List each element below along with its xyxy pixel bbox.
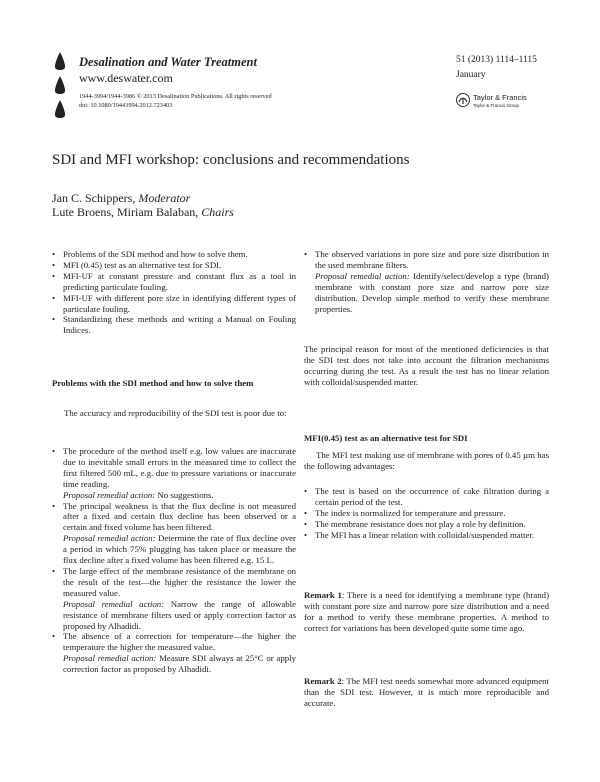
problems-list bbox=[52, 446, 296, 675]
journal-volume: 51 (2013) 1114–1115 bbox=[456, 55, 537, 65]
list-item: • The test is based on the occurrence of cake filtration during a certain period of the test. bbox=[304, 486, 549, 508]
remedy bbox=[63, 599, 296, 632]
remark-1 bbox=[304, 590, 549, 634]
problems-intro-paragraph: The accuracy and reproducibility of the SDI test is poor due to: bbox=[64, 408, 287, 418]
list-item bbox=[52, 631, 296, 675]
remedy bbox=[63, 490, 296, 501]
remark-2-text: : The MFI test needs somewhat more advanced equipment than the SDI test. However, it is much more reproducible and accurate. bbox=[304, 676, 549, 708]
remedy-text: Measure SDI always at 25°C or apply correction factor as proposed by Alhadidi. bbox=[63, 653, 296, 675]
list-item: • MFI-UF with different pore size in identifying different types of particulate fouling. bbox=[52, 293, 296, 315]
list-item: • Problems of the SDI method and how to solve them. bbox=[52, 249, 296, 260]
list-item bbox=[52, 501, 296, 566]
list-item: • MFI-UF at constant pressure and constant flux as a tool in predicting particulate fouling. bbox=[52, 271, 296, 293]
journal-month: January bbox=[456, 70, 486, 80]
author1-name: Jan C. Schippers, bbox=[52, 191, 136, 205]
intro-bullet-list bbox=[52, 249, 296, 336]
list-item bbox=[52, 446, 296, 501]
right-column-bullet bbox=[304, 249, 549, 314]
remedy-text: Identify/select/develop a type (brand) membrane with constant pore size and narrow pore size distribution. Develop simple method to verify these membrane properties. bbox=[315, 270, 549, 314]
journal-doi[interactable]: doi: 10.1080/19443994.2012.723403 bbox=[79, 102, 173, 109]
journal-issn: 1944-3994/1944-3986 © 2013 Desalination Publications. All rights reserved bbox=[79, 93, 272, 100]
mfi-intro-paragraph: The MFI test making use of membrane with pores of 0.45 µm has the following advantages: bbox=[304, 450, 549, 471]
remedy-label: Proposal remedial action: bbox=[63, 653, 157, 664]
author2-role: Chairs bbox=[201, 205, 234, 219]
problem-text: The large effect of the membrane resistance of the membrane on the result of the test—the higher the resistance the lower the measured value. bbox=[63, 565, 296, 598]
remedy-text: Determine the rate of flux decline over a period in which 75% plugging has taken place or measure the flux decline after a fixed volume has been filtered e.g. 15 L. bbox=[63, 533, 296, 566]
list-item bbox=[304, 249, 549, 314]
remedy-label: Proposal remedial action: bbox=[63, 489, 156, 500]
publisher-name: Taylor & Francis bbox=[473, 93, 527, 102]
problem-text: The procedure of the method itself e.g. low values are inaccurate due to inevitable small errors in the measured time to collect the first filtered 500 mL, e.g. due to pressure variations or inaccurate time reading. bbox=[63, 446, 296, 489]
remedy-label: Proposal remedial action: bbox=[63, 533, 156, 544]
section-heading-problems: Problems with the SDI method and how to solve them bbox=[52, 378, 254, 388]
list-item: • Standardizing these methods and writing a Manual on Fouling Indices. bbox=[52, 314, 296, 336]
left-column bbox=[52, 249, 296, 336]
author1-role: Moderator bbox=[138, 191, 191, 205]
publisher-logo-icon bbox=[456, 93, 470, 107]
remedy bbox=[315, 271, 549, 315]
publisher-group: Taylor & Francis Group bbox=[473, 103, 520, 108]
remark-1-label: Remark 1 bbox=[304, 590, 342, 600]
principal-reason-paragraph: The principal reason for most of the mentioned deficiencies is that the SDI test does not take into account the filtration mechanisms occurring during the test. As a result the test has no linear relation with colloidal/suspended matter. bbox=[304, 344, 549, 387]
remark-1-text: : There is a need for identifying a membrane type (brand) with constant pore size and narrow pore size distribution and a need for a method to verify these membrane properties. A method to correct for variations has been developed quite some time ago. bbox=[304, 590, 549, 633]
advantages-list bbox=[304, 486, 549, 541]
remedy bbox=[63, 533, 296, 566]
remedy-label: Proposal remedial action: bbox=[63, 598, 165, 609]
journal-logo-icon bbox=[52, 52, 68, 132]
list-item: • The MFI has a linear relation with colloidal/suspended matter. bbox=[304, 530, 549, 541]
problem-text: The absence of a correction for temperature—the higher the temperature the higher the measured value. bbox=[63, 631, 296, 653]
section-heading-mfi: MFI(0.45) test as an alternative test for SDI bbox=[304, 433, 468, 443]
remedy-text: No suggestions. bbox=[157, 489, 214, 500]
author-line-1 bbox=[52, 191, 190, 206]
remedy-text: Narrow the range of allowable resistance of membrane filters used or apply correction factor as proposed by Alhadidi. bbox=[63, 598, 296, 631]
remedy-label: Proposal remedial action: bbox=[315, 270, 410, 281]
bullet-text: The observed variations in pore size and pore size distribution in the used membrane filters. bbox=[315, 249, 549, 270]
author-line-2 bbox=[52, 205, 234, 220]
journal-website-link[interactable]: www.deswater.com bbox=[79, 71, 173, 85]
remark-2-label: Remark 2 bbox=[304, 676, 342, 686]
remedy bbox=[63, 653, 296, 675]
list-item: • MFI (0.45) test as an alternative test for SDI. bbox=[52, 260, 296, 271]
list-item: • The membrane resistance does not play a role by definition. bbox=[304, 519, 549, 530]
list-item bbox=[52, 566, 296, 631]
author2-names: Lute Broens, Miriam Balaban, bbox=[52, 205, 199, 219]
list-item: • The index is normalized for temperature and pressure. bbox=[304, 508, 549, 519]
journal-title: Desalination and Water Treatment bbox=[79, 55, 257, 69]
problem-text: The principal weakness is that the flux decline is not measured after a fixed and certain flux decline has been observed or a certain and fixed volume has been filtered. bbox=[63, 500, 296, 533]
remark-2 bbox=[304, 676, 549, 709]
article-title: SDI and MFI workshop: conclusions and recommendations bbox=[52, 152, 410, 168]
